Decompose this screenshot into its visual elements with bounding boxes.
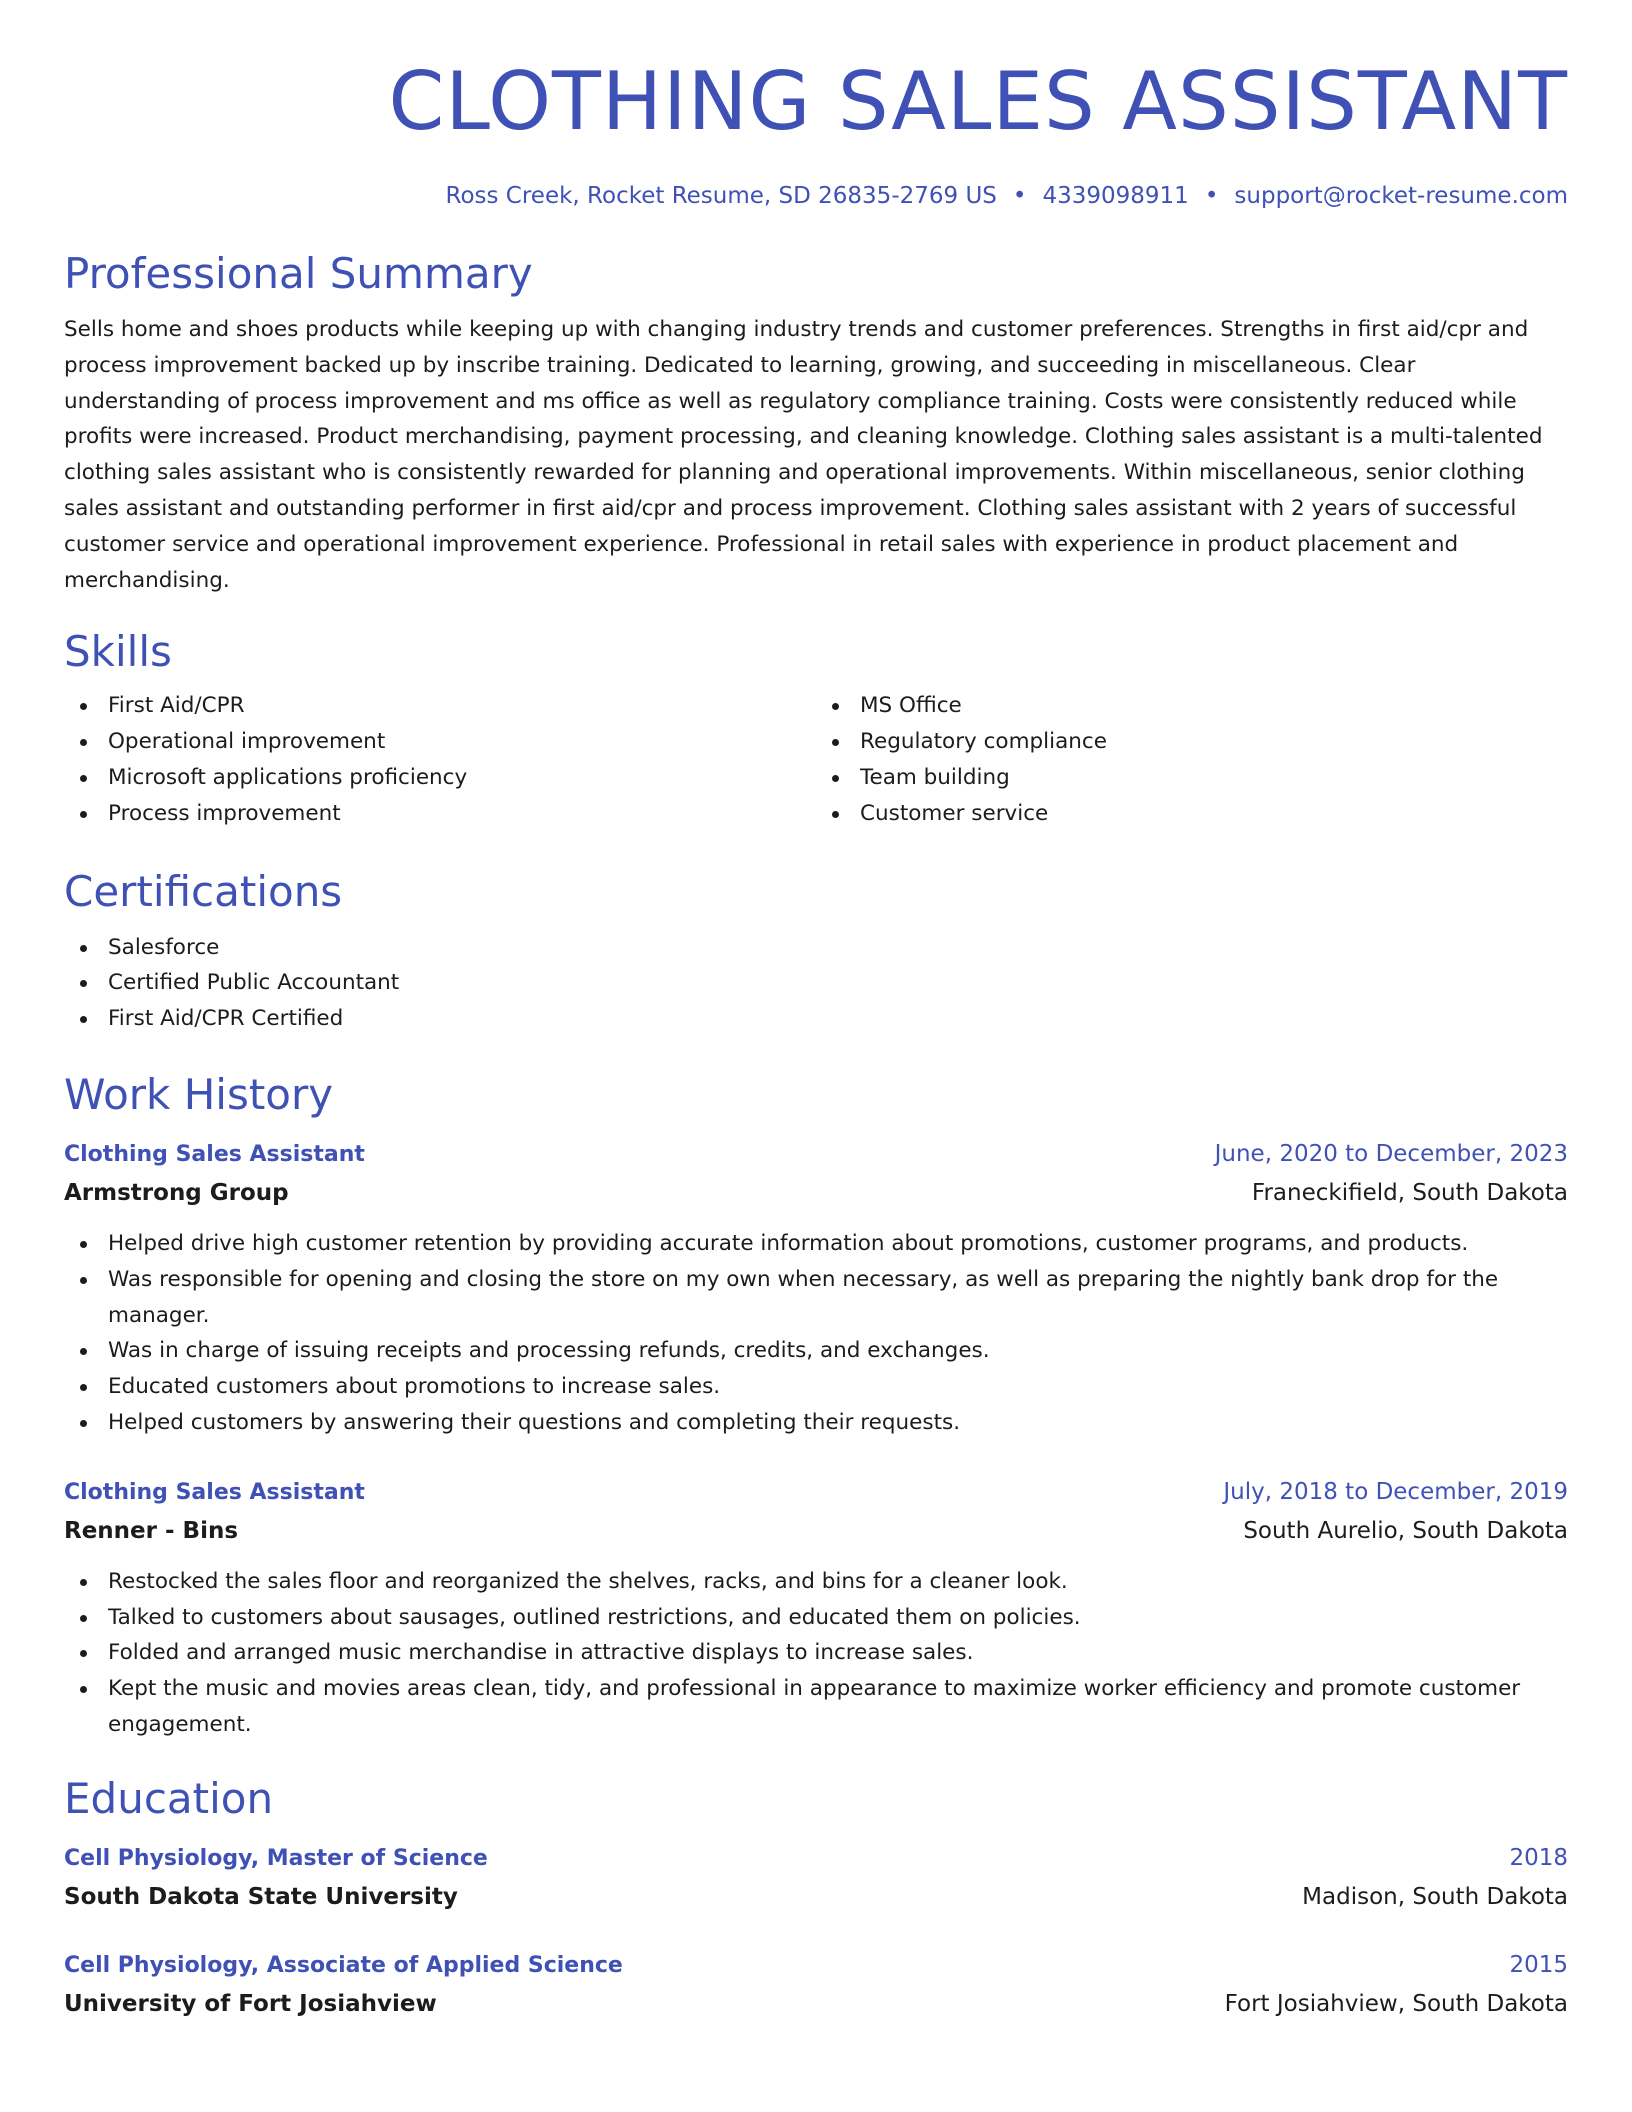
education-entry <box>64 1839 1568 1916</box>
section-title-skills: Skills <box>64 627 172 677</box>
education-degree: Cell Physiology, Master of Science <box>64 1845 488 1871</box>
skill-item: Regulatory compliance <box>816 724 1568 760</box>
job-duty-item: Helped customers by answering their questions and completing their requests. <box>64 1405 1568 1441</box>
certification-item: Salesforce <box>64 930 1568 966</box>
job-company: Armstrong Group <box>64 1179 289 1206</box>
education-school-row <box>64 1878 1568 1916</box>
education-degree-row <box>64 1946 1568 1985</box>
certification-item: Certified Public Accountant <box>64 965 1568 1001</box>
education-degree-row <box>64 1839 1568 1878</box>
job-duty-item: Restocked the sales floor and reorganized the shelves, racks, and bins for a cleaner look. <box>64 1564 1568 1600</box>
candidate-title: CLOTHING SALES ASSISTANT <box>388 55 1568 148</box>
contact-phone[interactable]: 4339098911 <box>1042 183 1189 209</box>
education-school: University of Fort Josiahview <box>64 1990 437 2017</box>
contact-separator: • <box>1012 183 1027 209</box>
skills-section <box>64 626 1568 831</box>
job-title: Clothing Sales Assistant <box>64 1479 365 1505</box>
professional-summary-section <box>64 248 1568 598</box>
job-entry <box>64 1473 1568 1743</box>
skill-item: MS Office <box>816 688 1568 724</box>
certifications-list <box>64 930 1568 1037</box>
skills-list-right <box>816 688 1568 831</box>
job-duty-item: Talked to customers about sausages, outlined restrictions, and educated them on policies. <box>64 1600 1568 1636</box>
job-dates: July, 2018 to December, 2019 <box>1223 1478 1568 1505</box>
education-location: Fort Josiahview, South Dakota <box>1224 1990 1568 2017</box>
job-duty-item: Helped drive high customer retention by providing accurate information about promotions, customer programs, and products. <box>64 1226 1568 1262</box>
job-header-row <box>64 1135 1568 1174</box>
education-school: South Dakota State University <box>64 1883 458 1910</box>
education-school-row <box>64 1985 1568 2023</box>
job-duty-item: Kept the music and movies areas clean, tidy, and professional in appearance to maximize worker efficiency and promote customer engagement. <box>64 1671 1568 1743</box>
skill-item: Team building <box>816 760 1568 796</box>
contact-separator: • <box>1204 183 1219 209</box>
contact-line <box>64 180 1568 212</box>
certifications-section <box>64 866 1568 1037</box>
skill-item: First Aid/CPR <box>64 688 816 724</box>
job-dates: June, 2020 to December, 2023 <box>1214 1140 1568 1167</box>
resume-header <box>64 0 1568 212</box>
skill-item: Microsoft applications proficiency <box>64 760 816 796</box>
section-title-certifications: Certifications <box>64 866 343 916</box>
job-location: South Aurelio, South Dakota <box>1243 1517 1568 1544</box>
work-history-section <box>64 1069 1568 1743</box>
section-title-work-history: Work History <box>64 1069 334 1119</box>
summary-text: Sells home and shoes products while keeping up with changing industry trends and customer preferences. Strengths in first aid/cpr and process improvement backed up by inscribe training. Dedicated to learning, growing, and succeeding in miscellaneous. Clear understanding of process improvement and ms office as well as regulatory compliance training. Costs were consistently reduced while profits were increased. Product merchandising, payment processing, and cleaning knowledge. Clothing sales assistant is a multi-talented clothing sales assistant who is consistently rewarded for planning and operational improvements. Within miscellaneous, senior clothing sales assistant and outstanding performer in first aid/cpr and process improvement. Clothing sales assistant with 2 years of successful customer service and operational improvement experience. Professional in retail sales with experience in product placement and merchandising. <box>64 317 1543 593</box>
job-location: Franeckifield, South Dakota <box>1251 1179 1568 1206</box>
job-title: Clothing Sales Assistant <box>64 1141 365 1167</box>
job-entry <box>64 1135 1568 1441</box>
certification-item: First Aid/CPR Certified <box>64 1001 1568 1037</box>
job-duty-item: Was responsible for opening and closing the store on my own when necessary, as well as preparing the nightly bank drop for the manager. <box>64 1262 1568 1334</box>
job-duties-list <box>64 1226 1568 1441</box>
job-company: Renner - Bins <box>64 1517 239 1544</box>
job-company-row <box>64 1512 1568 1550</box>
job-duties-list <box>64 1564 1568 1743</box>
education-degree: Cell Physiology, Associate of Applied Science <box>64 1952 623 1978</box>
job-duty-item: Folded and arranged music merchandise in attractive displays to increase sales. <box>64 1635 1568 1671</box>
skill-item: Operational improvement <box>64 724 816 760</box>
section-title-summary: Professional Summary <box>64 249 533 298</box>
skill-item: Process improvement <box>64 796 816 832</box>
contact-email[interactable]: support@rocket-resume.com <box>1234 183 1568 209</box>
education-year: 2018 <box>1509 1844 1568 1871</box>
skill-item: Customer service <box>816 796 1568 832</box>
job-duty-item: Was in charge of issuing receipts and processing refunds, credits, and exchanges. <box>64 1333 1568 1369</box>
education-section <box>64 1773 1568 2023</box>
skills-grid <box>64 688 1568 831</box>
education-year: 2015 <box>1509 1951 1568 1978</box>
job-duty-item: Educated customers about promotions to increase sales. <box>64 1369 1568 1405</box>
contact-address: Ross Creek, Rocket Resume, SD 26835-2769 US <box>445 183 997 209</box>
job-header-row <box>64 1473 1568 1512</box>
section-title-education: Education <box>64 1773 274 1823</box>
job-company-row <box>64 1174 1568 1212</box>
education-location: Madison, South Dakota <box>1302 1883 1568 1910</box>
education-entry <box>64 1946 1568 2023</box>
skills-list-left <box>64 688 816 831</box>
